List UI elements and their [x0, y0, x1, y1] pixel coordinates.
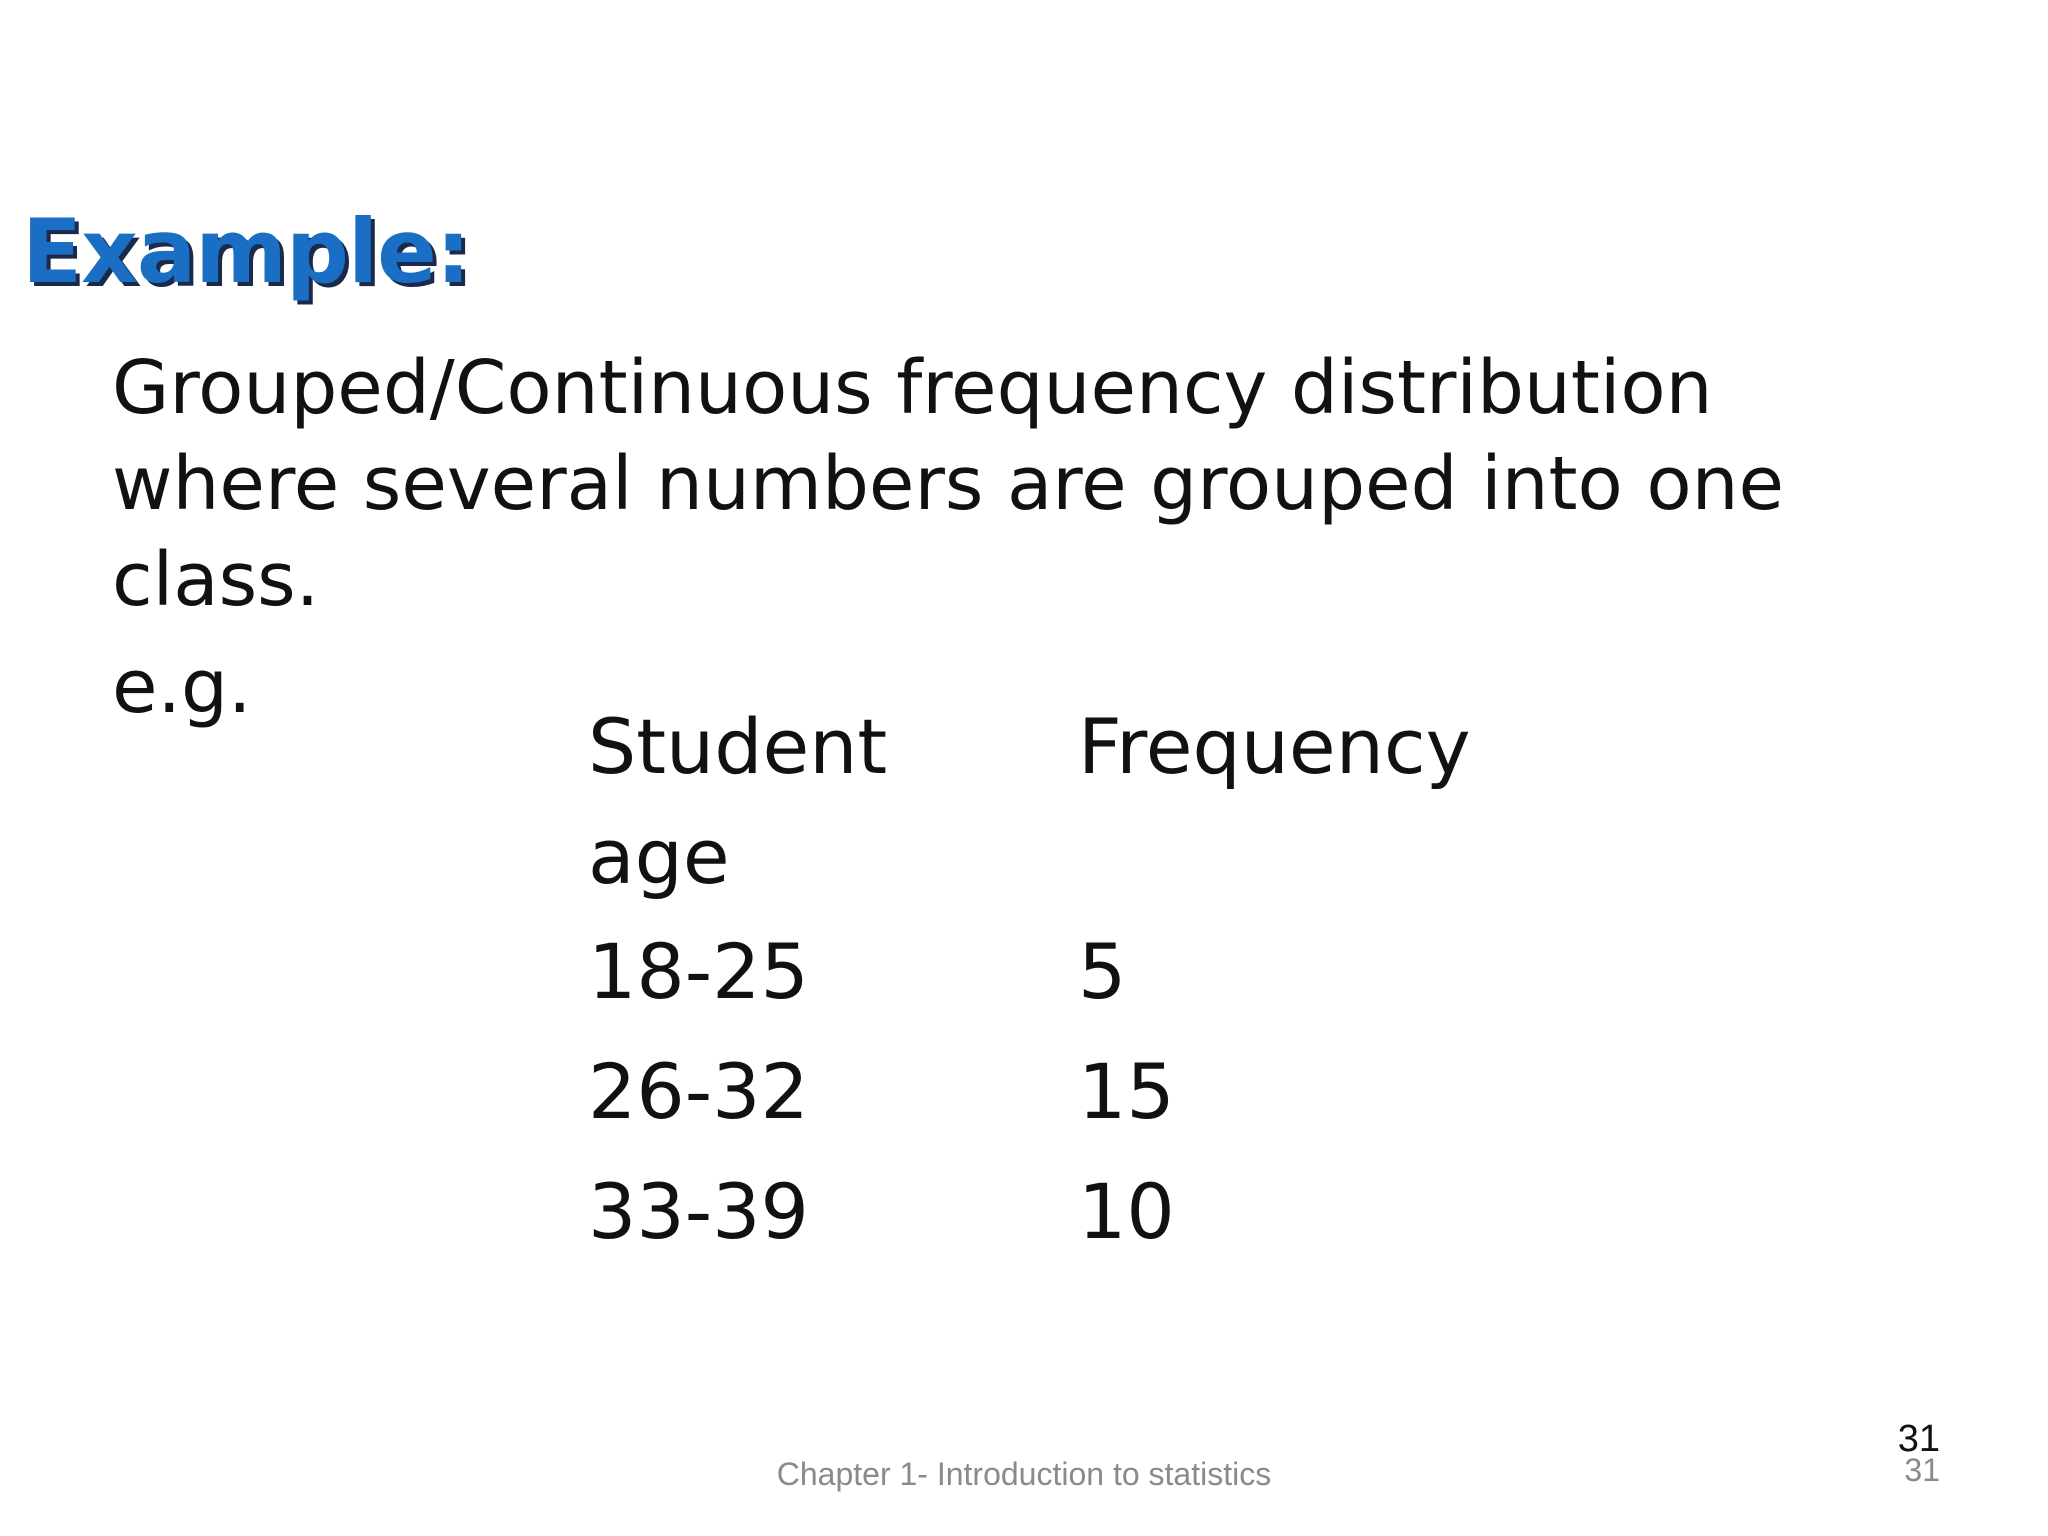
age-cell: 33-39: [588, 1167, 809, 1256]
frequency-cell: 15: [1078, 1047, 1175, 1136]
example-label: e.g.: [112, 644, 252, 730]
slide-description: Grouped/Continuous frequency distribution where several numbers are grouped into one class.: [112, 345, 1785, 623]
footer-chapter-title: Chapter 1- Introduction to statistics: [776, 1456, 1272, 1492]
table-row: [588, 1032, 1471, 1152]
age-cell: 18-25: [588, 927, 809, 1016]
frequency-cell: 10: [1078, 1167, 1175, 1256]
header-student-age: [588, 692, 1078, 912]
table-header-row: [588, 692, 1471, 912]
header-frequency: [1078, 692, 1471, 912]
frequency-table: [588, 692, 1471, 1272]
footer-slide-number: 31: [1904, 1452, 1940, 1488]
frequency-cell: 5: [1078, 927, 1127, 1016]
slide-number: 31: [1897, 1418, 1940, 1460]
header-student-age-line2: age: [588, 812, 730, 901]
header-student-age-line1: Student: [588, 702, 888, 791]
table-row: [588, 912, 1471, 1032]
slide-title: Example:: [22, 200, 470, 303]
table-row: [588, 1152, 1471, 1272]
header-frequency-label: Frequency: [1078, 702, 1471, 791]
age-cell: 26-32: [588, 1047, 809, 1136]
